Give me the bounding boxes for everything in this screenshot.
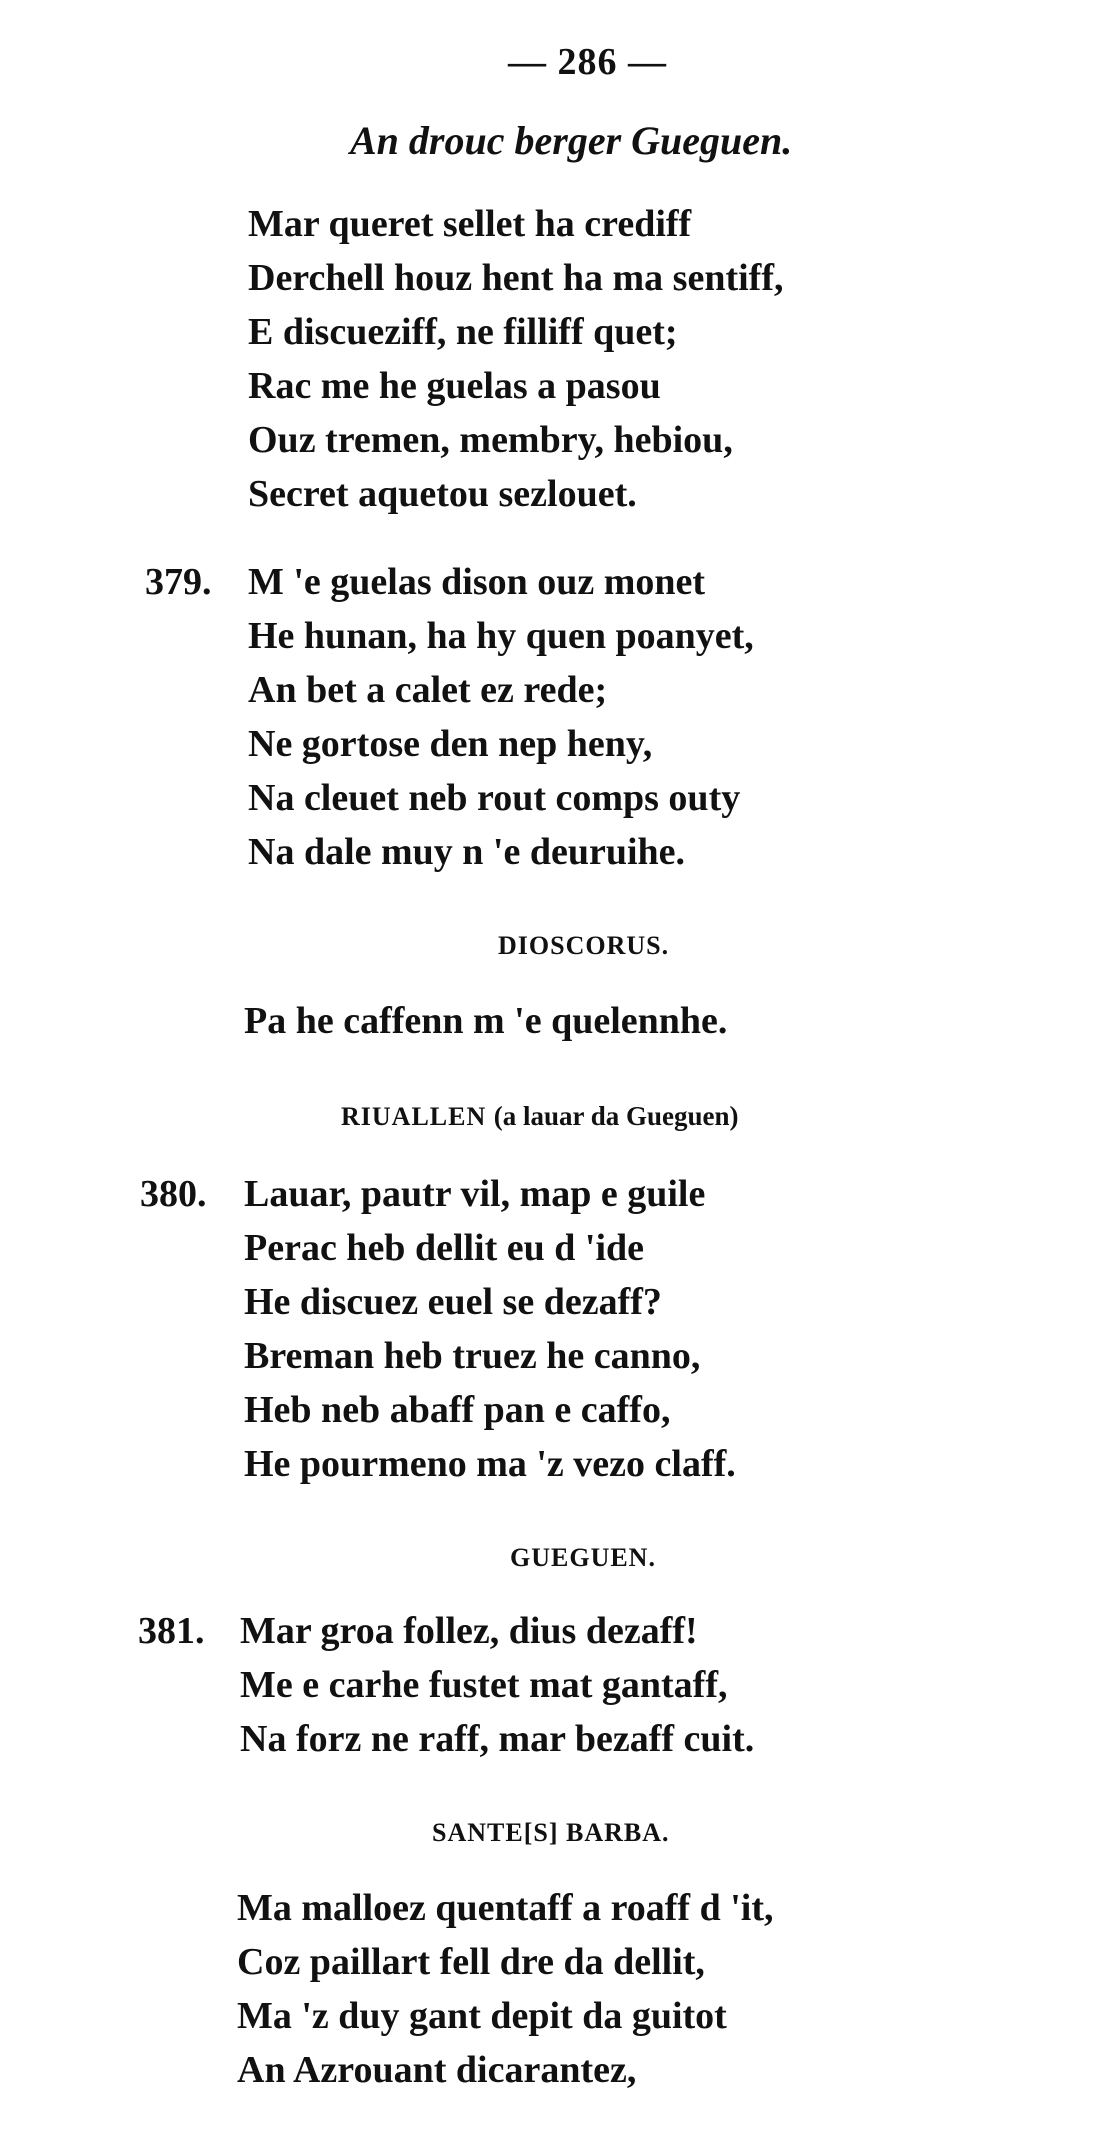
verse-line: Na forz ne raff, mar bezaff cuit.	[240, 1718, 755, 1760]
page-number: — 286 —	[508, 41, 667, 83]
verse-line: Mar groa follez, dius dezaff!	[240, 1610, 698, 1652]
verse-line: E discueziff, ne filliff quet;	[248, 311, 678, 353]
verse-line: He hunan, ha hy quen poanyet,	[248, 615, 754, 657]
verse-line: Ma 'z duy gant depit da guitot	[237, 1995, 727, 2037]
verse-line: Perac heb dellit eu d 'ide	[244, 1227, 645, 1269]
verse-line: Coz paillart fell dre da dellit,	[237, 1941, 705, 1983]
verse-line: M 'e guelas dison ouz monet	[248, 561, 706, 603]
verse-line: Ma malloez quentaff a roaff d 'it,	[237, 1887, 774, 1929]
verse-line: Lauar, pautr vil, map e guile	[244, 1173, 706, 1215]
speaker-name: GUEGUEN.	[510, 1543, 656, 1572]
verse-line: Heb neb abaff pan e caffo,	[244, 1389, 671, 1431]
verse-line: He discuez euel se dezaff?	[244, 1281, 662, 1323]
verse-line: Na cleuet neb rout comps outy	[248, 777, 741, 819]
verse-number: 380.	[140, 1173, 207, 1215]
verse-line: An Azrouant dicarantez,	[237, 2049, 637, 2091]
speaker-name-label: RIUALLEN	[341, 1102, 487, 1131]
speaker-name	[341, 1103, 739, 1130]
verse-line: Ne gortose den nep heny,	[248, 723, 653, 765]
verse-line: Me e carhe fustet mat gantaff,	[240, 1664, 728, 1706]
verse-line: Pa he caffenn m 'e quelennhe.	[244, 1000, 728, 1042]
verse-line: Secret aquetou sezlouet.	[248, 473, 637, 515]
stage-direction: (a lauar da Gueguen)	[493, 1101, 739, 1131]
verse-line: Breman heb truez he canno,	[244, 1335, 701, 1377]
speaker-name: SANTE[S] BARBA.	[432, 1818, 670, 1847]
verse-number: 379.	[145, 561, 212, 603]
verse-line: Mar queret sellet ha crediff	[248, 203, 692, 245]
verse-line: Ouz tremen, membry, hebiou,	[248, 419, 733, 461]
verse-line: Rac me he guelas a pasou	[248, 365, 661, 407]
verse-line: An bet a calet ez rede;	[248, 669, 608, 711]
speaker-name: DIOSCORUS.	[498, 931, 670, 960]
play-title: An drouc berger Gueguen.	[350, 118, 793, 163]
verse-line: Derchell houz hent ha ma sentiff,	[248, 257, 784, 299]
verse-line: Na dale muy n 'e deuruihe.	[248, 831, 686, 873]
verse-number: 381.	[138, 1610, 205, 1652]
verse-line: He pourmeno ma 'z vezo claff.	[244, 1443, 736, 1485]
